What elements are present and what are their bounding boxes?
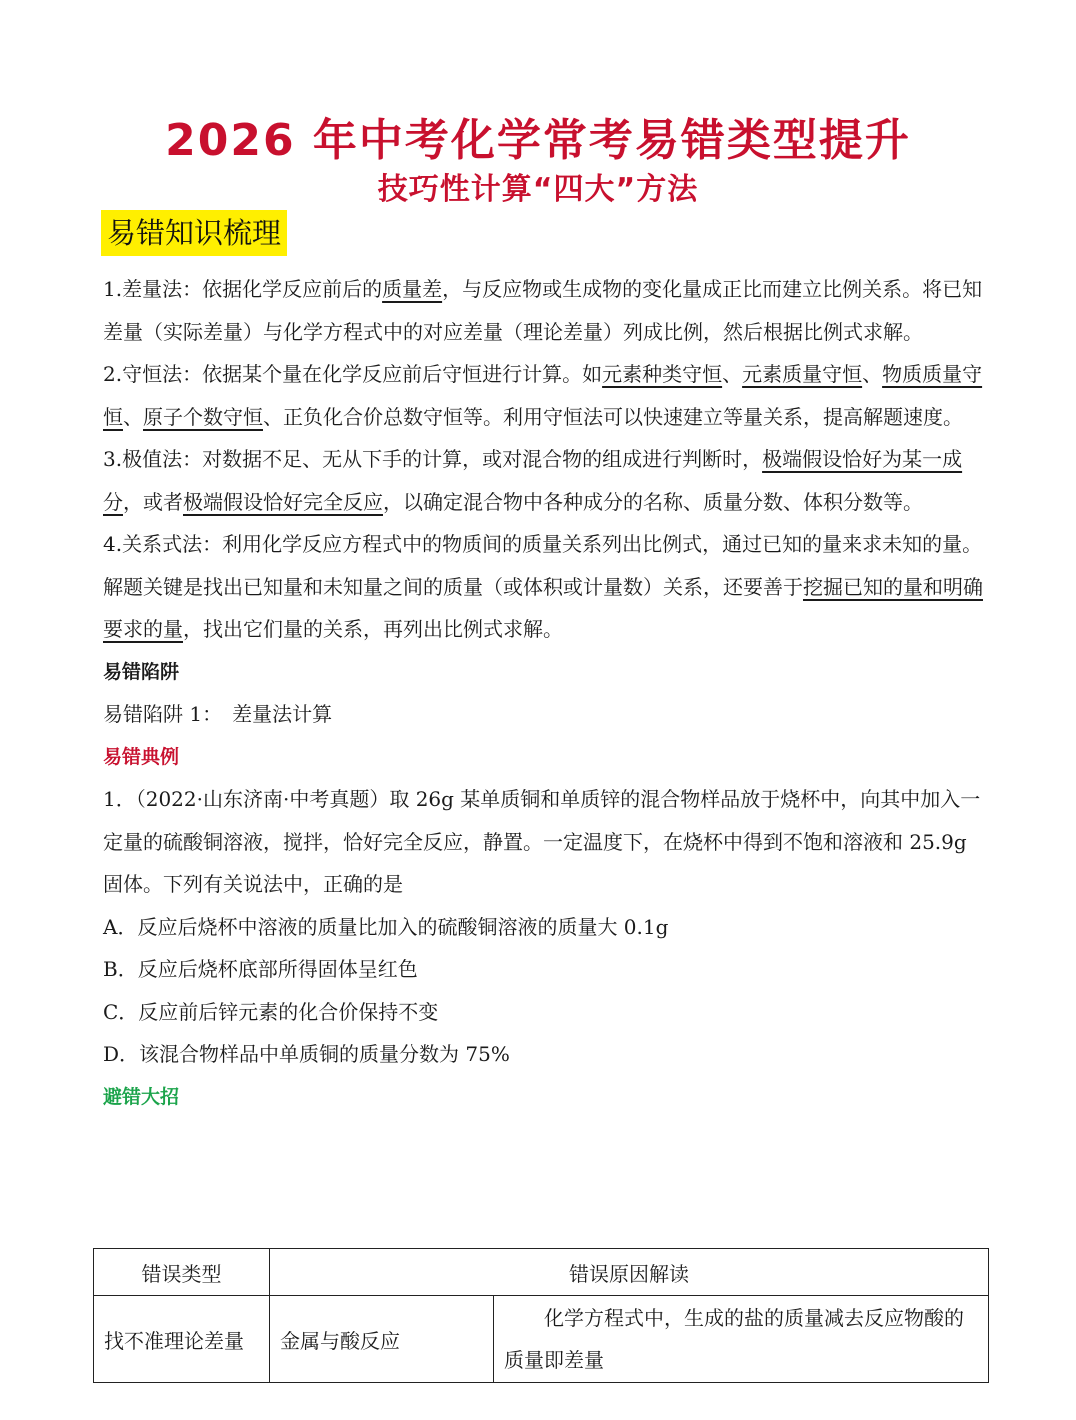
error-table [93, 1248, 989, 1383]
option-b: B．反应后烧杯底部所得固体呈红色 [103, 957, 418, 981]
table-cell-type: 找不准理论差量 [94, 1296, 270, 1383]
page-subtitle: 技巧性计算“四大”方法 [377, 172, 699, 207]
method-4: 4.关系式法：利用化学反应方程式中的物质间的质量关系列出比例式，通过已知的量来求未知的量。解题关键是找出已知量和未知量之间的质量（或体积或计量数）关系，还要善于挖掘已知的量和明确要求的量，找出它们量的关系，再列出比例式求解。 [103, 532, 983, 641]
example-heading: 易错典例 [103, 745, 180, 768]
table-cell-case: 金属与酸反应 [270, 1296, 494, 1383]
avoid-heading: 避错大招 [103, 1085, 180, 1108]
table-header-reason: 错误原因解读 [270, 1249, 989, 1296]
option-a: A．反应后烧杯中溶液的质量比加入的硫酸铜溶液的质量大 0.1g [103, 914, 669, 939]
content [103, 268, 983, 1118]
method-2: 2.守恒法：依据某个量在化学反应前后守恒进行计算。如元素种类守恒、元素质量守恒、物质质量守恒、原子个数守恒、正负化合价总数守恒等。利用守恒法可以快速建立等量关系，提高解题速度。 [103, 362, 983, 429]
table-cell-explain: 化学方程式中，生成的盐的质量减去反应物酸的质量即差量 [494, 1296, 989, 1383]
option-c: C．反应前后锌元素的化合价保持不变 [103, 999, 439, 1024]
question-stem: 1．（2022·山东济南·中考真题）取 26g 某单质铜和单质锌的混合物样品放于烧杯中，向其中加入一定量的硫酸铜溶液，搅拌，恰好完全反应，静置。一定温度下，在烧杯中得到不饱和溶液和 25.9g 固体。下列有关说法中，正确的是 [103, 787, 981, 896]
page-title: 2026 年中考化学常考易错类型提升 [165, 115, 911, 166]
method-3: 3.极值法：对数据不足、无从下手的计算，或对混合物的组成进行判断时，极端假设恰好为某一成分，或者极端假设恰好完全反应，以确定混合物中各种成分的名称、质量分数、体积分数等。 [103, 447, 963, 514]
table-row [94, 1296, 989, 1383]
option-d: D．该混合物样品中单质铜的质量分数为 75% [103, 1042, 510, 1066]
trap-1: 易错陷阱 1： 差量法计算 [103, 702, 333, 726]
trap-heading: 易错陷阱 [103, 660, 180, 683]
table-header-row [94, 1249, 989, 1296]
table-header-type: 错误类型 [94, 1249, 270, 1296]
section-tag: 易错知识梳理 [101, 210, 287, 256]
method-1: 1.差量法：依据化学反应前后的质量差，与反应物或生成物的变化量成正比而建立比例关系。将已知差量（实际差量）与化学方程式中的对应差量（理论差量）列成比例，然后根据比例式求解。 [103, 277, 983, 344]
